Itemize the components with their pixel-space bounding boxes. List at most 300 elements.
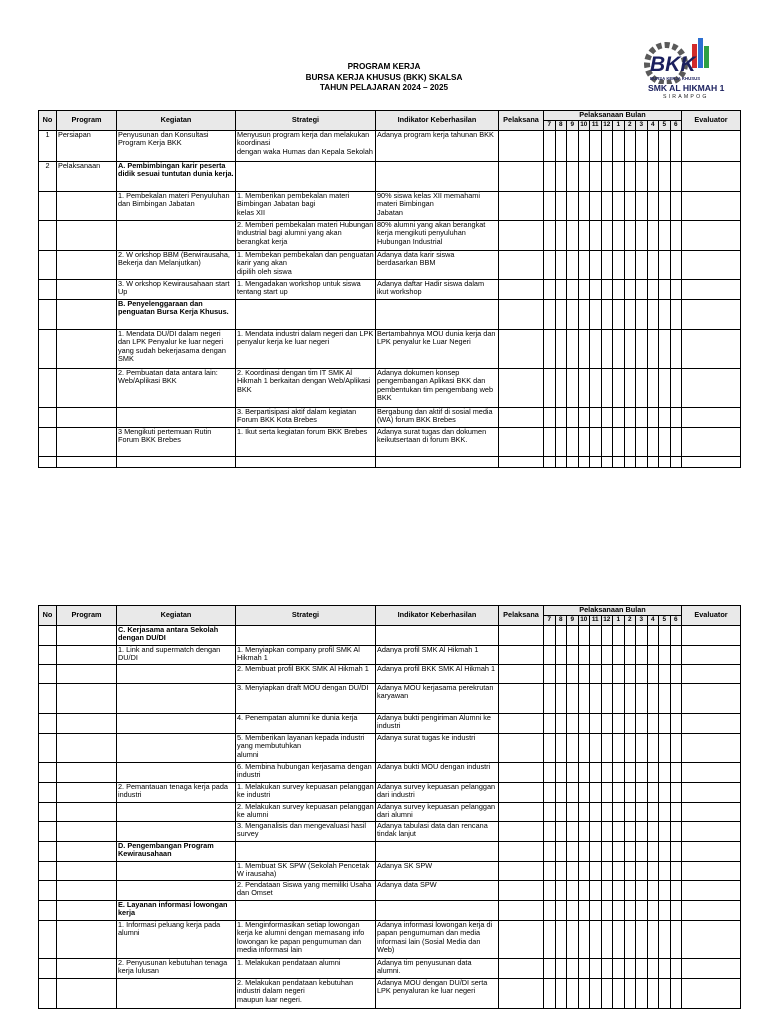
cell-month <box>578 733 590 762</box>
cell-month <box>613 861 625 880</box>
cell-month <box>567 220 579 250</box>
cell-month <box>659 368 671 407</box>
cell-indikator <box>376 368 499 407</box>
cell-no <box>39 880 57 900</box>
cell-month <box>659 733 671 762</box>
cell-evaluator <box>682 861 741 880</box>
cell-month <box>647 841 659 861</box>
cell-month <box>636 664 648 683</box>
cell-month <box>544 625 556 645</box>
cell-kegiatan <box>117 713 236 733</box>
cell-month <box>601 880 613 900</box>
cell-month <box>590 920 602 958</box>
cell-indikator <box>376 664 499 683</box>
cell-program <box>57 299 117 329</box>
table-row <box>39 161 741 191</box>
month-header: 12 <box>601 121 613 131</box>
cell-strategi <box>236 762 376 782</box>
cell-month <box>613 880 625 900</box>
cell-month <box>555 713 567 733</box>
cell-strategi <box>236 900 376 920</box>
table-row <box>39 368 741 407</box>
cell-month <box>544 456 556 467</box>
cell-indikator <box>376 220 499 250</box>
cell-month <box>613 782 625 802</box>
cell-month <box>670 821 682 841</box>
cell-month <box>567 821 579 841</box>
cell-month <box>647 191 659 220</box>
cell-month <box>636 713 648 733</box>
cell-month <box>636 456 648 467</box>
title-line-3: TAHUN PELAJARAN 2024 – 2025 <box>319 83 449 92</box>
cell-program <box>57 782 117 802</box>
cell-month <box>613 920 625 958</box>
cell-month <box>624 880 636 900</box>
cell-month <box>624 733 636 762</box>
cell-month <box>659 191 671 220</box>
indikator-text: Adanya MOU kerjasama perekrutan karyawan <box>377 683 494 701</box>
cell-month <box>647 279 659 299</box>
month-header: 5 <box>659 121 671 131</box>
cell-month <box>624 407 636 427</box>
kegiatan-text: 2. Pembuatan data antara lain: Web/Aplikasi BKK <box>118 368 218 386</box>
cell-month <box>555 733 567 762</box>
cell-month <box>647 762 659 782</box>
cell-month <box>555 782 567 802</box>
cell-month <box>659 900 671 920</box>
cell-indikator <box>376 279 499 299</box>
cell-indikator <box>376 733 499 762</box>
cell-month <box>544 713 556 733</box>
cell-no <box>39 329 57 368</box>
cell-indikator <box>376 645 499 664</box>
col-strategi-header: Strategi <box>236 606 376 626</box>
cell-no <box>39 762 57 782</box>
strategi-text: 1. Ikut serta kegiatan forum BKK Brebes <box>237 427 368 436</box>
cell-month <box>590 900 602 920</box>
table-row <box>39 130 741 161</box>
cell-evaluator <box>682 821 741 841</box>
cell-month <box>636 279 648 299</box>
cell-month <box>624 861 636 880</box>
col-bulan-header: Pelaksanaan Bulan <box>544 111 682 121</box>
cell-month <box>624 130 636 161</box>
month-header: 1 <box>613 121 625 131</box>
cell-month <box>567 920 579 958</box>
cell-month <box>647 368 659 407</box>
cell-month <box>555 220 567 250</box>
cell-month <box>613 900 625 920</box>
indikator-text: Adanya informasi lowongan kerja di papan pengumuman dan media informasi lain (Sosial Media dan Web) <box>377 920 493 955</box>
cell-month <box>567 683 579 713</box>
cell-month <box>613 427 625 456</box>
cell-month <box>659 713 671 733</box>
cell-month <box>567 407 579 427</box>
cell-indikator <box>376 456 499 467</box>
cell-strategi <box>236 978 376 1008</box>
cell-evaluator <box>682 713 741 733</box>
table-row <box>39 407 741 427</box>
cell-strategi <box>236 299 376 329</box>
cell-month <box>659 782 671 802</box>
table-row <box>39 900 741 920</box>
cell-program <box>57 733 117 762</box>
kegiatan-text: A. Pembimbingan karir peserta didik sesuai tuntutan dunia kerja. <box>118 161 234 179</box>
cell-month <box>544 664 556 683</box>
cell-month <box>601 841 613 861</box>
cell-month <box>555 161 567 191</box>
cell-month <box>613 802 625 821</box>
cell-month <box>555 762 567 782</box>
cell-indikator <box>376 713 499 733</box>
cell-month <box>567 782 579 802</box>
cell-month <box>647 299 659 329</box>
cell-evaluator <box>682 664 741 683</box>
cell-month <box>590 456 602 467</box>
cell-month <box>624 920 636 958</box>
cell-evaluator <box>682 958 741 978</box>
cell-month <box>647 329 659 368</box>
cell-month <box>613 130 625 161</box>
cell-pelaksana <box>499 841 544 861</box>
cell-no <box>39 683 57 713</box>
cell-month <box>636 683 648 713</box>
cell-month <box>578 456 590 467</box>
cell-month <box>555 427 567 456</box>
table-row <box>39 625 741 645</box>
cell-pelaksana <box>499 683 544 713</box>
table-row <box>39 683 741 713</box>
cell-pelaksana <box>499 161 544 191</box>
cell-month <box>613 958 625 978</box>
cell-indikator <box>376 880 499 900</box>
cell-evaluator <box>682 802 741 821</box>
cell-month <box>636 299 648 329</box>
cell-month <box>555 368 567 407</box>
cell-month <box>578 978 590 1008</box>
cell-program <box>57 368 117 407</box>
cell-month <box>555 456 567 467</box>
cell-month <box>567 279 579 299</box>
cell-month <box>590 802 602 821</box>
cell-evaluator <box>682 407 741 427</box>
indikator-text: Adanya tim penyusunan data alumni. <box>377 958 472 976</box>
cell-month <box>659 762 671 782</box>
cell-month <box>670 329 682 368</box>
cell-month <box>555 664 567 683</box>
cell-month <box>601 978 613 1008</box>
cell-month <box>555 683 567 713</box>
cell-indikator <box>376 802 499 821</box>
cell-no <box>39 220 57 250</box>
cell-month <box>624 664 636 683</box>
month-header: 9 <box>567 616 579 626</box>
cell-evaluator <box>682 841 741 861</box>
cell-month <box>601 713 613 733</box>
cell-month <box>567 625 579 645</box>
cell-month <box>601 456 613 467</box>
cell-month <box>601 299 613 329</box>
cell-month <box>647 880 659 900</box>
col-program-header: Program <box>57 606 117 626</box>
kegiatan-text: B. Penyelenggaraan dan penguatan Bursa Kerja Khusus. <box>118 299 229 317</box>
cell-program <box>57 861 117 880</box>
cell-month <box>544 900 556 920</box>
cell-pelaksana <box>499 250 544 279</box>
cell-kegiatan <box>117 220 236 250</box>
cell-program <box>57 683 117 713</box>
cell-month <box>613 250 625 279</box>
cell-strategi <box>236 220 376 250</box>
cell-kegiatan <box>117 861 236 880</box>
cell-month <box>601 130 613 161</box>
cell-kegiatan <box>117 456 236 467</box>
cell-month <box>670 407 682 427</box>
strategi-text: 2. Melakukan pendataan kebutuhan industri dalam negeri maupun luar negeri. <box>237 978 354 1004</box>
cell-pelaksana <box>499 958 544 978</box>
kegiatan-text: 2. W orkshop BBM (Berwirausaha, Bekerja dan Melanjutkan) <box>118 250 230 268</box>
cell-month <box>624 713 636 733</box>
kegiatan-text: 1. Mendata DU/DI dalam negeri dan LPK Penyalur ke luar negeri yang sudah bekerjasama dengan SMK <box>118 329 226 364</box>
strategi-text: 2. Membuat profil BKK SMK Al Hikmah 1 <box>237 664 369 673</box>
cell-strategi <box>236 368 376 407</box>
cell-month <box>590 683 602 713</box>
indikator-text: Adanya data SPW <box>377 880 437 889</box>
cell-month <box>670 802 682 821</box>
month-header: 9 <box>567 121 579 131</box>
cell-month <box>624 821 636 841</box>
cell-month <box>624 841 636 861</box>
cell-program <box>57 920 117 958</box>
cell-month <box>659 456 671 467</box>
cell-month <box>670 299 682 329</box>
cell-month <box>613 456 625 467</box>
cell-month <box>624 368 636 407</box>
cell-pelaksana <box>499 191 544 220</box>
cell-month <box>578 900 590 920</box>
cell-no <box>39 645 57 664</box>
cell-kegiatan <box>117 368 236 407</box>
cell-program: Persiapan <box>57 130 117 161</box>
month-header: 3 <box>636 616 648 626</box>
logo-caption-small: BURSA KERJA KHUSUS <box>650 76 701 81</box>
cell-indikator <box>376 427 499 456</box>
cell-month <box>567 299 579 329</box>
cell-evaluator <box>682 329 741 368</box>
cell-month <box>659 880 671 900</box>
cell-month <box>601 821 613 841</box>
cell-indikator <box>376 683 499 713</box>
cell-month <box>647 958 659 978</box>
cell-pelaksana <box>499 664 544 683</box>
cell-strategi <box>236 958 376 978</box>
cell-month <box>670 841 682 861</box>
cell-month <box>647 733 659 762</box>
cell-month <box>590 645 602 664</box>
cell-month <box>659 161 671 191</box>
month-header: 11 <box>590 616 602 626</box>
cell-month <box>659 427 671 456</box>
cell-no <box>39 958 57 978</box>
cell-month <box>636 407 648 427</box>
strategi-text: 2. Koordinasi dengan tim IT SMK Al Hikmah 1 berkaitan dengan Web/Aplikasi BKK <box>237 368 371 394</box>
cell-month <box>601 900 613 920</box>
indikator-text: Adanya profil SMK Al Hikmah 1 <box>377 645 479 654</box>
cell-kegiatan <box>117 279 236 299</box>
cell-kegiatan <box>117 161 236 191</box>
cell-month <box>636 978 648 1008</box>
cell-program <box>57 880 117 900</box>
cell-month <box>601 250 613 279</box>
cell-indikator <box>376 920 499 958</box>
cell-month <box>647 456 659 467</box>
cell-strategi <box>236 664 376 683</box>
header-row <box>39 111 741 121</box>
cell-month <box>636 782 648 802</box>
cell-program <box>57 762 117 782</box>
cell-month <box>578 920 590 958</box>
cell-strategi <box>236 161 376 191</box>
kegiatan-text: 1. Pembekalan materi Penyuluhan dan Bimbingan Jabatan <box>118 191 230 209</box>
cell-month <box>567 329 579 368</box>
cell-month <box>613 329 625 368</box>
cell-month <box>659 279 671 299</box>
cell-month <box>590 713 602 733</box>
cell-month <box>659 978 671 1008</box>
cell-month <box>601 958 613 978</box>
cell-pelaksana <box>499 368 544 407</box>
cell-month <box>544 407 556 427</box>
kegiatan-text: C. Kerjasama antara Sekolah dengan DU/DI <box>118 625 219 643</box>
cell-month <box>601 279 613 299</box>
cell-indikator <box>376 130 499 161</box>
cell-evaluator <box>682 220 741 250</box>
cell-month <box>567 664 579 683</box>
cell-pelaksana <box>499 978 544 1008</box>
cell-strategi <box>236 407 376 427</box>
cell-month <box>647 920 659 958</box>
cell-strategi <box>236 733 376 762</box>
table-row <box>39 958 741 978</box>
title-line-1: PROGRAM KERJA <box>347 62 421 71</box>
indikator-text: Adanya profil BKK SMK Al Hikmah 1 <box>377 664 496 673</box>
cell-kegiatan <box>117 664 236 683</box>
cell-month <box>544 329 556 368</box>
cell-month <box>613 191 625 220</box>
cell-program <box>57 821 117 841</box>
cell-month <box>659 407 671 427</box>
cell-month <box>544 427 556 456</box>
cell-pelaksana <box>499 821 544 841</box>
cell-indikator <box>376 900 499 920</box>
cell-month <box>613 978 625 1008</box>
cell-month <box>647 645 659 664</box>
col-kegiatan-header: Kegiatan <box>117 111 236 131</box>
strategi-text: 3. Berpartisipasi aktif dalam kegiatan Forum BKK Kota Brebes <box>237 407 357 425</box>
cell-indikator <box>376 782 499 802</box>
cell-kegiatan <box>117 880 236 900</box>
cell-month <box>601 782 613 802</box>
table-row <box>39 978 741 1008</box>
cell-program: Pelaksanaan <box>57 161 117 191</box>
cell-kegiatan <box>117 782 236 802</box>
indikator-text: Adanya survey kepuasan pelanggan dari industri <box>377 782 496 800</box>
cell-month <box>647 900 659 920</box>
cell-indikator <box>376 407 499 427</box>
strategi-text: 1. Membekan pembekalan dan penguatan karir yang akan dipilih oleh siswa <box>237 250 374 276</box>
col-strategi-header: Strategi <box>236 111 376 131</box>
cell-pelaksana <box>499 220 544 250</box>
cell-no: 1 <box>39 130 57 161</box>
strategi-text: 2. Memberi pembekalan materi Hubungan Industrial bagi alumni yang akan berangkat kerja <box>237 220 374 246</box>
strategi-text: 6. Membina hubungan kerjasama dengan industri <box>237 762 372 780</box>
kegiatan-text: 1. Link and supermatch dengan DU/DI <box>118 645 221 663</box>
cell-month <box>578 368 590 407</box>
cell-month <box>567 841 579 861</box>
cell-evaluator <box>682 920 741 958</box>
cell-kegiatan <box>117 299 236 329</box>
cell-month <box>670 880 682 900</box>
cell-month <box>590 427 602 456</box>
cell-indikator <box>376 299 499 329</box>
cell-month <box>647 220 659 250</box>
kegiatan-text: E. Layanan informasi lowongan kerja <box>118 900 228 918</box>
cell-month <box>659 645 671 664</box>
cell-pelaksana <box>499 920 544 958</box>
indikator-text: Adanya daftar Hadir siswa dalam ikut workshop <box>377 279 485 297</box>
cell-pelaksana <box>499 900 544 920</box>
indikator-text: Adanya MOU dengan DU/DI serta LPK penyaluran ke luar negeri <box>377 978 488 996</box>
col-evaluator-header: Evaluator <box>682 111 741 131</box>
cell-month <box>601 861 613 880</box>
cell-evaluator <box>682 880 741 900</box>
cell-kegiatan <box>117 625 236 645</box>
col-bulan-header: Pelaksanaan Bulan <box>544 606 682 616</box>
cell-month <box>659 250 671 279</box>
cell-month <box>647 427 659 456</box>
cell-no <box>39 625 57 645</box>
cell-program <box>57 664 117 683</box>
col-indikator-header: Indikator Keberhasilan <box>376 606 499 626</box>
table-row <box>39 456 741 467</box>
indikator-text: 90% siswa kelas XII memahami materi Bimbingan Jabatan <box>377 191 481 217</box>
cell-month <box>647 625 659 645</box>
cell-month <box>613 368 625 407</box>
cell-no <box>39 299 57 329</box>
cell-month <box>647 861 659 880</box>
cell-month <box>544 861 556 880</box>
cell-strategi <box>236 802 376 821</box>
cell-month <box>544 161 556 191</box>
month-header: 2 <box>624 121 636 131</box>
cell-month <box>647 978 659 1008</box>
cell-month <box>578 299 590 329</box>
cell-month <box>636 368 648 407</box>
strategi-text: 1. Membuat SK SPW (Sekolah Pencetak W irausaha) <box>237 861 370 879</box>
cell-month <box>555 920 567 958</box>
cell-no <box>39 279 57 299</box>
cell-month <box>636 645 648 664</box>
cell-month <box>624 329 636 368</box>
table-row <box>39 802 741 821</box>
cell-month <box>601 220 613 250</box>
table-row <box>39 782 741 802</box>
cell-evaluator <box>682 733 741 762</box>
cell-month <box>555 978 567 1008</box>
cell-program <box>57 456 117 467</box>
cell-month <box>636 220 648 250</box>
cell-month <box>670 427 682 456</box>
